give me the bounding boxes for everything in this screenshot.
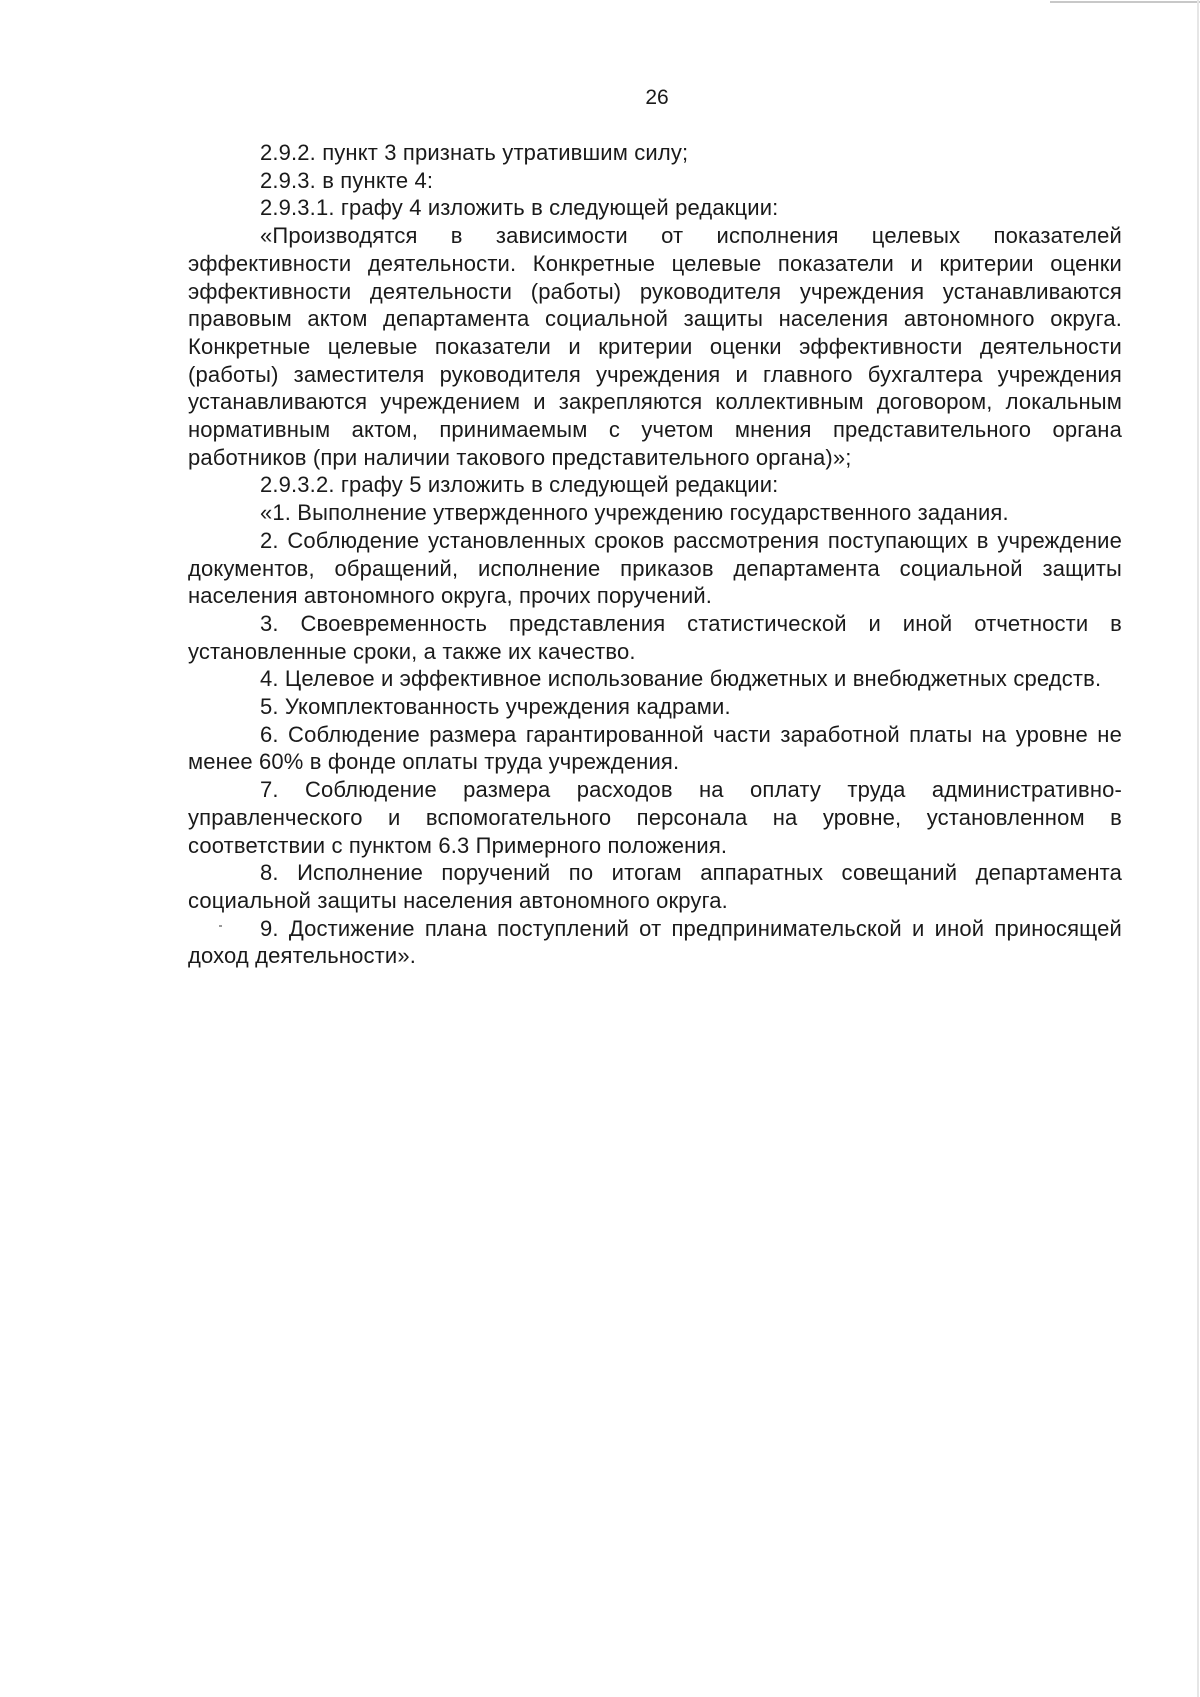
scan-speck [219, 925, 222, 927]
top-edge-rule [1050, 1, 1200, 3]
list-item-9: 9. Достижение плана поступлений от предпринимательской и иной приносящей доход деятельности». [188, 915, 1122, 969]
document-body [188, 139, 1122, 970]
paragraph-2-9-2: 2.9.2. пункт 3 признать утратившим силу; [260, 140, 689, 165]
paragraph-2-9-3-1: 2.9.3.1. графу 4 изложить в следующей редакции: [260, 195, 779, 221]
right-edge-shadow [1197, 0, 1199, 1697]
paragraph-2-9-3-2: 2.9.3.2. графу 5 изложить в следующей редакции: [260, 472, 779, 498]
list-item-2: 2. Соблюдение установленных сроков рассмотрения поступающих в учреждение документов, обращений, исполнение приказов департамента социальной защиты населения автономного округа, прочих поручений. [188, 527, 1122, 609]
list-item-5: 5. Укомплектованность учреждения кадрами. [260, 694, 731, 720]
paragraph-column-4-text: «Производятся в зависимости от исполнения целевых показателей эффективности деятельности. Конкретные целевые показатели и критерии оценки эффективности деятельности (работы) руководителя учреждения устанавливаются правовым актом департамента социальной защиты населения автономного округа. Конкретные целевые показатели и критерии оценки эффективности деятельности (работы) заместителя руководителя учреждения и главного бухгалтера учреждения устанавливаются учреждением и закрепляются коллективным договором, локальным нормативным актом, принимаемым с учетом мнения представительного органа работников (при наличии такового представительного органа)»; [188, 223, 1122, 470]
paragraph-2-9-3: 2.9.3. в пункте 4: [260, 167, 434, 193]
list-item-4: 4. Целевое и эффективное использование бюджетных и внебюджетных средств. [260, 666, 1102, 692]
list-item-8: 8. Исполнение поручений по итогам аппаратных совещаний департамента социальной защиты населения автономного округа. [188, 860, 1122, 913]
list-item-3: 3. Своевременность представления статистической и иной отчетности в установленные сроки, а также их качество. [188, 610, 1122, 664]
list-item-1: «1. Выполнение утвержденного учреждению государственного задания. [260, 500, 1009, 526]
list-item-7: 7. Соблюдение размера расходов на оплату труда административно-управленческого и вспомогательного персонала на уровне, установленном в соответствии с пунктом 6.3 Примерного положения. [188, 777, 1122, 858]
list-item-6: 6. Соблюдение размера гарантированной части заработной платы на уровне не менее 60% в фонде оплаты труда учреждения. [188, 721, 1122, 775]
page-number: 26 [645, 86, 669, 109]
